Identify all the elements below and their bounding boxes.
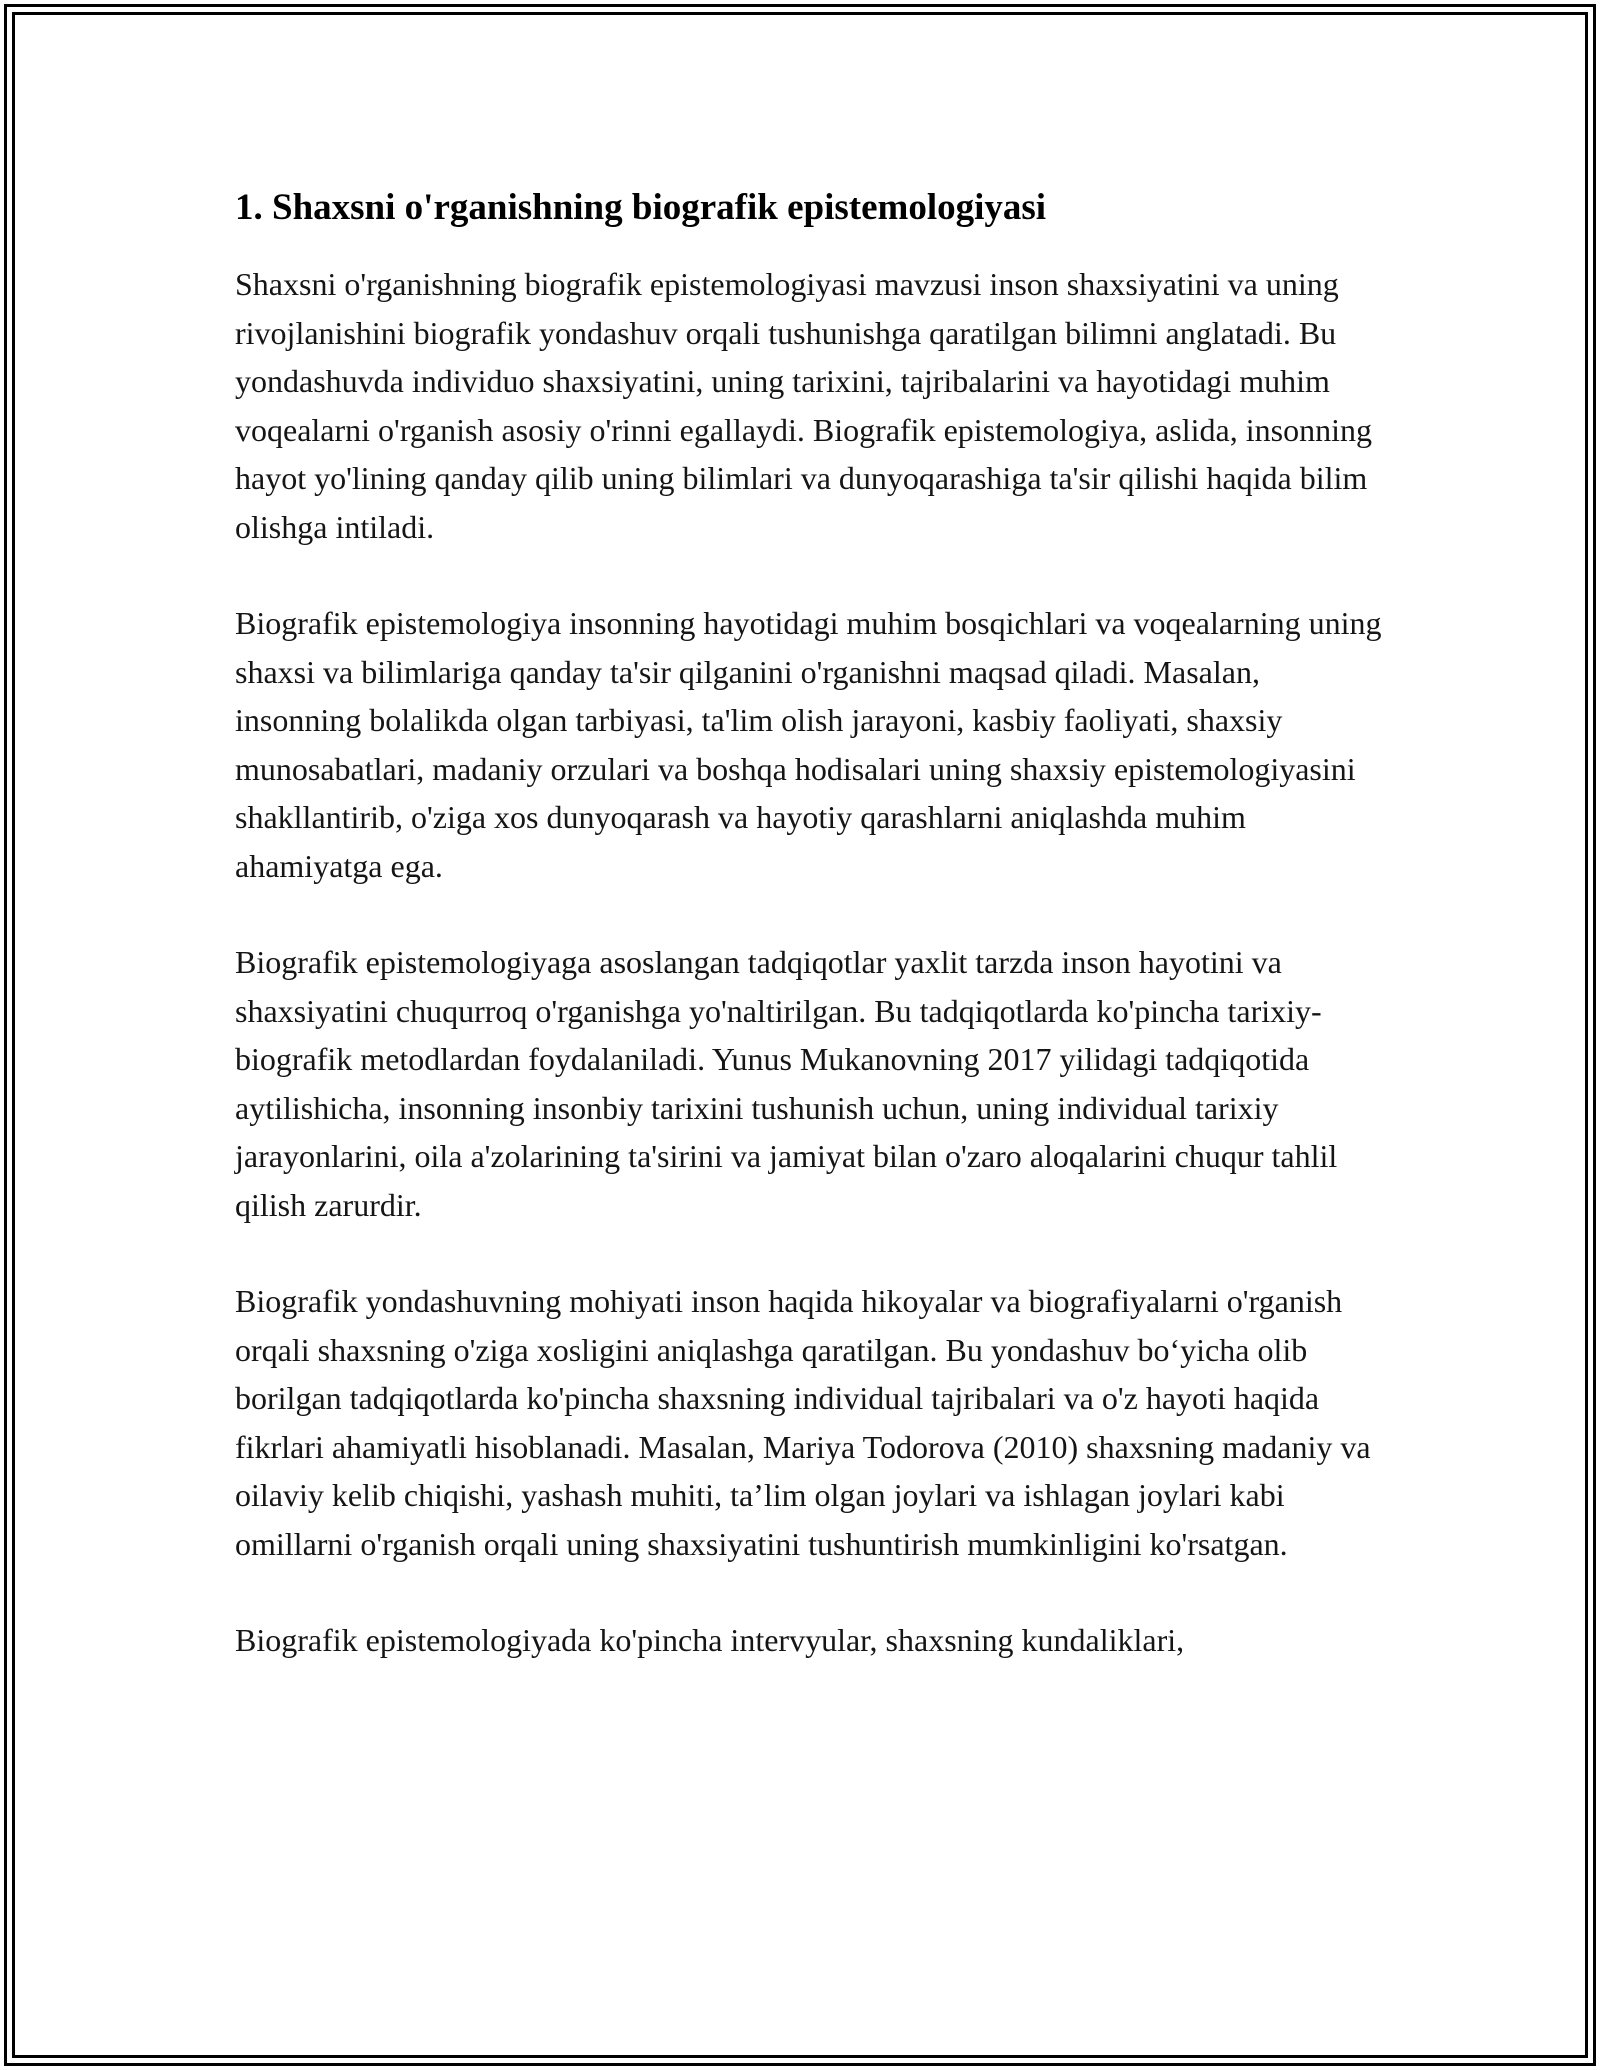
section-heading: 1. Shaxsni o'rganishning biografik epistemologiyasi (235, 187, 1047, 228)
paragraph-4: Biografik yondashuvning mohiyati inson haqida hikoyalar va biografiyalarni o'rganish orqali shaxsning o'ziga xosligini aniqlashga qaratilgan. Bu yondashuv bo‘yicha olib borilgan tadqiqotlarda ko'pincha shaxsning individual tajribalari va o'z hayoti haqida fikrlari ahamiyatli hisoblanadi. Masalan, Mariya Todorova (2010) shaxsning madaniy va oilaviy kelib chiqishi, yashash muhiti, ta’lim olgan joylari va ishlagan joylari kabi omillarni o'rganish orqali uning shaxsiyatini tushuntirish mumkinligini ko'rsatgan. (235, 1283, 1371, 1562)
paragraph-3: Biografik epistemologiyaga asoslangan tadqiqotlar yaxlit tarzda inson hayotini va shaxsiyatini chuqurroq o'rganishga yo'naltirilgan. Bu tadqiqotlarda ko'pincha tarixiy-biografik metodlardan foydalaniladi. Yunus Mukanovning 2017 yilidagi tadqiqotida aytilishicha, insonning insonbiy tarixini tushunish uchun, uning individual tarixiy jarayonlarini, oila a'zolarining ta'sirini va jamiyat bilan o'zaro aloqalarini chuqur tahlil qilish zarurdir. (235, 944, 1338, 1223)
paragraph-1: Shaxsni o'rganishning biografik epistemologiyasi mavzusi inson shaxsiyatini va uning rivojlanishini biografik yondashuv orqali tushunishga qaratilgan bilimni anglatadi. Bu yondashuvda individuo shaxsiyatini, uning tarixini, tajribalarini va hayotidagi muhim voqealarni o'rganish asosiy o'rinni egallaydi. Biografik epistemologiya, aslida, insonning hayot yo'lining qanday qilib uning bilimlari va dunyoqarashiga ta'sir qilishi haqida bilim olishga intiladi. (235, 266, 1372, 545)
document-body (235, 186, 1385, 1713)
paragraph-5: Biografik epistemologiyada ko'pincha intervyular, shaxsning kundaliklari, (235, 1622, 1185, 1658)
paragraph-2: Biografik epistemologiya insonning hayotidagi muhim bosqichlari va voqealarning uning shaxsi va bilimlariga qanday ta'sir qilganini o'rganishni maqsad qiladi. Masalan, insonning bolalikda olgan tarbiyasi, ta'lim olish jarayoni, kasbiy faoliyati, shaxsiy munosabatlari, madaniy orzulari va boshqa hodisalari uning shaxsiy epistemologiyasini shakllantirib, o'ziga xos dunyoqarash va hayotiy qarashlarni aniqlashda muhim ahamiyatga ega. (235, 605, 1382, 884)
